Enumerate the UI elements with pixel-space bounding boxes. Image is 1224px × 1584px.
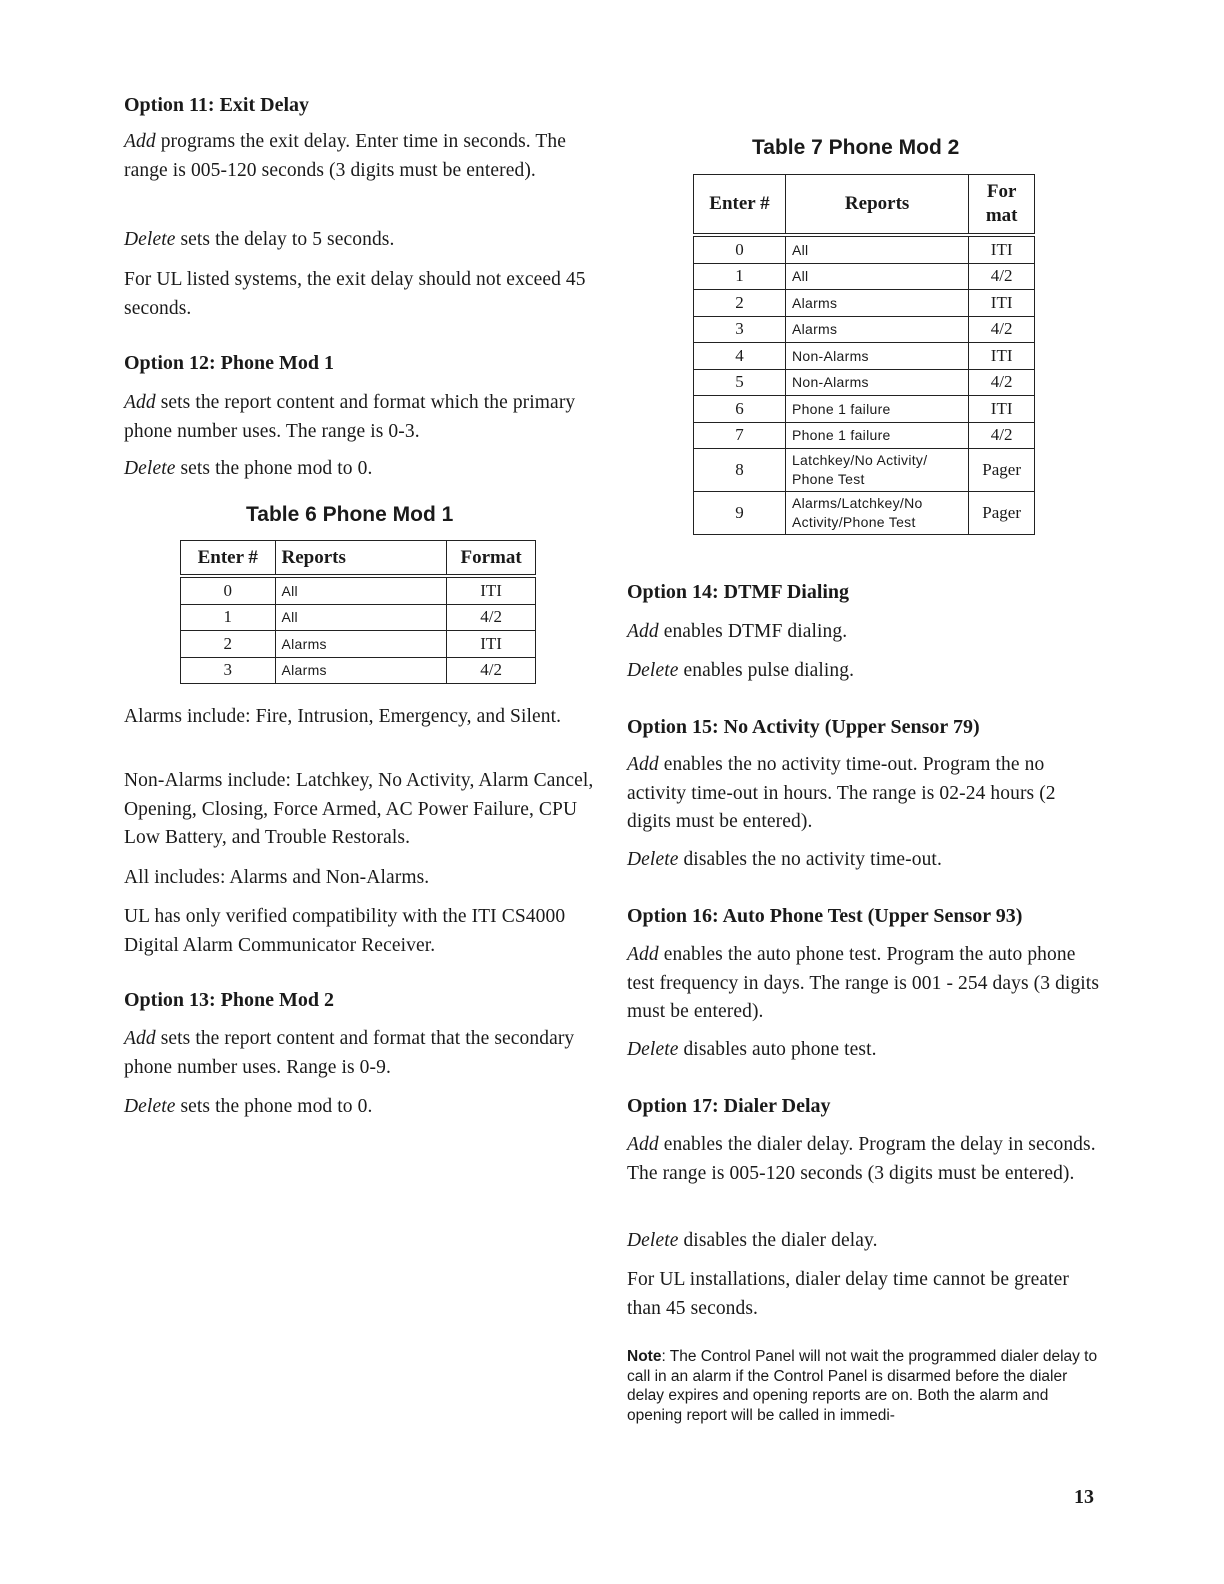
cell-reports: All (785, 235, 968, 263)
page-number: 13 (1074, 1486, 1094, 1508)
add-keyword: Add (627, 754, 659, 775)
cell-reports: Alarms/Latchkey/No Activity/Phone Test (785, 492, 968, 535)
table-6 (180, 540, 536, 684)
cell-format: 4/2 (447, 657, 536, 684)
header-enter: Enter # (694, 175, 786, 236)
ul-compatibility-text: UL has only verified compatibility with the ITI CS4000 Digital Alarm Communicator Receiver. (124, 906, 566, 956)
cell-enter: 3 (694, 316, 786, 343)
cell-reports: Phone 1 failure (785, 422, 968, 449)
header-reports: Reports (785, 175, 968, 236)
option-14-delete-text (627, 657, 854, 686)
non-alarms-include-text: Non-Alarms include: Latchkey, No Activity, Alarm Cancel, Opening, Closing, Force Armed, AC Power Failure, CPU Low Battery, and Trouble Restorals. (124, 770, 594, 848)
delete-description: disables auto phone test. (678, 1039, 877, 1060)
delete-keyword: Delete (627, 849, 679, 870)
header-reports: Reports (275, 541, 447, 577)
cell-enter: 4 (694, 343, 786, 370)
alarms-include-text: Alarms include: Fire, Intrusion, Emergency, and Silent. (124, 706, 562, 727)
option-17-ul-text: For UL installations, dialer delay time cannot be greater than 45 seconds. (627, 1269, 1069, 1319)
table-row (694, 422, 1035, 449)
table-row (694, 235, 1035, 263)
table-row (694, 263, 1035, 290)
cell-reports: All (785, 263, 968, 290)
delete-description: sets the phone mod to 0. (175, 458, 373, 479)
cell-format: ITI (969, 396, 1035, 423)
table-row (694, 316, 1035, 343)
cell-reports: All (275, 576, 447, 604)
cell-enter: 1 (181, 604, 276, 631)
table-header-row (694, 175, 1035, 236)
add-keyword: Add (627, 944, 659, 965)
add-keyword: Add (124, 392, 156, 413)
delete-description: disables the no activity time-out. (678, 849, 942, 870)
add-keyword: Add (124, 131, 156, 152)
delete-keyword: Delete (124, 229, 176, 250)
table-row (181, 604, 536, 631)
add-description: enables the dialer delay. Program the delay in seconds. The range is 005-120 seconds (3 digits must be entered). (627, 1134, 1096, 1184)
add-description: sets the report content and format which the primary phone number uses. The range is 0-3. (124, 392, 576, 442)
option-17-delete-text (627, 1227, 878, 1256)
note-block (627, 1347, 1099, 1425)
option-16-heading: Option 16: Auto Phone Test (Upper Sensor 93) (627, 905, 1023, 927)
add-description: enables the auto phone test. Program the auto phone test frequency in days. The range is 001 - 254 days (3 digits must be entered). (627, 944, 1100, 1022)
delete-keyword: Delete (627, 660, 679, 681)
cell-enter: 0 (181, 576, 276, 604)
cell-format: ITI (969, 290, 1035, 317)
delete-description: disables the dialer delay. (678, 1230, 878, 1251)
cell-format: 4/2 (969, 316, 1035, 343)
table-row (694, 492, 1035, 535)
table-7 (693, 174, 1035, 535)
cell-reports: Latchkey/No Activity/ Phone Test (785, 449, 968, 492)
cell-format: ITI (447, 631, 536, 658)
cell-enter: 2 (694, 290, 786, 317)
delete-description: enables pulse dialing. (678, 660, 855, 681)
option-15-delete-text (627, 846, 942, 875)
cell-format: Pager (969, 449, 1035, 492)
option-12-heading: Option 12: Phone Mod 1 (124, 352, 335, 374)
table-7-title: Table 7 Phone Mod 2 (752, 136, 960, 159)
cell-enter: 5 (694, 369, 786, 396)
cell-enter: 8 (694, 449, 786, 492)
cell-format: ITI (969, 343, 1035, 370)
cell-format: 4/2 (969, 369, 1035, 396)
table-header-row (181, 541, 536, 577)
note-label: Note (627, 1348, 662, 1365)
table-row (694, 396, 1035, 423)
option-16-delete-text (627, 1036, 877, 1065)
delete-description: sets the phone mod to 0. (175, 1096, 373, 1117)
table-row (694, 290, 1035, 317)
option-13-delete-text (124, 1093, 372, 1122)
cell-format: ITI (969, 235, 1035, 263)
header-format: Format (447, 541, 536, 577)
header-enter: Enter # (181, 541, 276, 577)
add-description: sets the report content and format that the secondary phone number uses. Range is 0-9. (124, 1028, 575, 1078)
cell-enter: 6 (694, 396, 786, 423)
table-row (181, 657, 536, 684)
table-row (694, 343, 1035, 370)
add-description: enables the no activity time-out. Program the no activity time-out in hours. The range is 02-24 hours (2 digits must be entered). (627, 754, 1056, 832)
cell-reports: All (275, 604, 447, 631)
option-15-heading: Option 15: No Activity (Upper Sensor 79) (627, 716, 980, 738)
option-15-add-text (627, 751, 1102, 837)
add-keyword: Add (124, 1028, 156, 1049)
delete-keyword: Delete (627, 1039, 679, 1060)
note-text: : The Control Panel will not wait the programmed dialer delay to call in an alarm if the Control Panel is disarmed before the dialer delay expires and opening reports are on. Both the alarm and opening report will be called in immedi- (627, 1348, 1098, 1424)
header-format: Format (969, 175, 1035, 236)
option-14-add-text (627, 618, 847, 647)
option-17-add-text (627, 1131, 1102, 1188)
cell-reports: Non-Alarms (785, 369, 968, 396)
cell-enter: 9 (694, 492, 786, 535)
cell-enter: 7 (694, 422, 786, 449)
option-17-heading: Option 17: Dialer Delay (627, 1095, 831, 1117)
cell-reports: Alarms (785, 316, 968, 343)
option-13-add-text (124, 1025, 594, 1082)
option-13-heading: Option 13: Phone Mod 2 (124, 989, 335, 1011)
option-12-add-text (124, 389, 594, 446)
cell-enter: 3 (181, 657, 276, 684)
table-6-title: Table 6 Phone Mod 1 (246, 503, 454, 526)
delete-keyword: Delete (124, 458, 176, 479)
delete-keyword: Delete (124, 1096, 176, 1117)
option-12-delete-text (124, 455, 372, 484)
delete-keyword: Delete (627, 1230, 679, 1251)
cell-reports: Alarms (785, 290, 968, 317)
add-keyword: Add (627, 1134, 659, 1155)
option-11-delete-text (124, 226, 394, 255)
all-includes-text: All includes: Alarms and Non-Alarms. (124, 867, 430, 888)
option-11-ul-text: For UL listed systems, the exit delay should not exceed 45 seconds. (124, 269, 586, 319)
cell-reports: Alarms (275, 657, 447, 684)
table-row (181, 576, 536, 604)
option-11-add-text (124, 128, 594, 185)
option-11-heading: Option 11: Exit Delay (124, 94, 310, 116)
add-description: enables DTMF dialing. (658, 621, 848, 642)
cell-reports: Phone 1 failure (785, 396, 968, 423)
cell-format: ITI (447, 576, 536, 604)
cell-enter: 0 (694, 235, 786, 263)
cell-format: 4/2 (969, 263, 1035, 290)
cell-reports: Alarms (275, 631, 447, 658)
cell-format: 4/2 (447, 604, 536, 631)
cell-reports: Non-Alarms (785, 343, 968, 370)
cell-enter: 2 (181, 631, 276, 658)
cell-enter: 1 (694, 263, 786, 290)
cell-format: Pager (969, 492, 1035, 535)
add-keyword: Add (627, 621, 659, 642)
cell-format: 4/2 (969, 422, 1035, 449)
table-row (694, 369, 1035, 396)
option-16-add-text (627, 941, 1102, 1027)
table-row (694, 449, 1035, 492)
delete-description: sets the delay to 5 seconds. (175, 229, 395, 250)
table-row (181, 631, 536, 658)
add-description: programs the exit delay. Enter time in seconds. The range is 005-120 seconds (3 digits must be entered). (124, 131, 566, 181)
option-14-heading: Option 14: DTMF Dialing (627, 581, 850, 603)
